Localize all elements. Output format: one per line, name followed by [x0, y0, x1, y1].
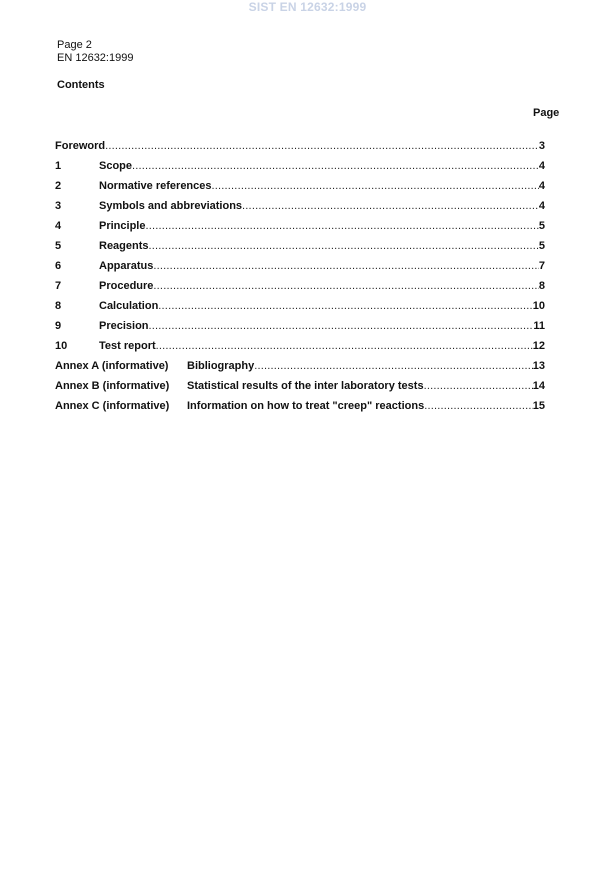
- toc-title: Statistical results of the inter laboratory tests: [187, 380, 424, 392]
- toc-title: Normative references: [99, 180, 212, 192]
- toc-entry-calculation[interactable]: [55, 300, 545, 320]
- toc-leader: [424, 380, 533, 392]
- toc-entry-precision[interactable]: [55, 320, 545, 340]
- toc-page: 4: [538, 160, 545, 172]
- toc-page: 15: [532, 400, 545, 412]
- toc-number: 6: [55, 260, 62, 272]
- toc-number: 4: [55, 220, 62, 232]
- toc-page: 14: [532, 380, 545, 392]
- toc-leader: [254, 360, 533, 372]
- toc-page: 4: [538, 180, 545, 192]
- page-column-label: Page: [533, 107, 560, 119]
- toc-title: Principle: [99, 220, 146, 232]
- toc-title: Scope: [99, 160, 133, 172]
- toc-title: Foreword: [55, 140, 106, 152]
- toc-entry-principle[interactable]: [55, 220, 545, 240]
- toc-leader: [424, 400, 533, 412]
- toc-page: 5: [538, 240, 545, 252]
- toc-page: 7: [538, 260, 545, 272]
- toc-annex-label: Annex A (informative): [55, 360, 169, 372]
- toc-number: 3: [55, 200, 62, 212]
- toc-entry-foreword[interactable]: [55, 140, 545, 160]
- toc-number: 2: [55, 180, 62, 192]
- toc-page: 12: [532, 340, 545, 352]
- toc-title: Symbols and abbreviations: [99, 200, 243, 212]
- toc-number: 7: [55, 280, 62, 292]
- toc-number: 10: [55, 340, 68, 352]
- toc-annex-label: Annex B (informative): [55, 380, 170, 392]
- table-of-contents: [55, 140, 545, 420]
- toc-title: Procedure: [99, 280, 154, 292]
- toc-entry-apparatus[interactable]: [55, 260, 545, 280]
- toc-page: 5: [538, 220, 545, 232]
- toc-title: Precision: [99, 320, 149, 332]
- toc-entry-normative-references[interactable]: [55, 180, 545, 200]
- page-header: [57, 39, 133, 65]
- toc-leader: [158, 300, 532, 312]
- toc-entry-annex-b[interactable]: [55, 380, 545, 400]
- toc-title: Test report: [99, 340, 156, 352]
- toc-entry-reagents[interactable]: [55, 240, 545, 260]
- toc-leader: [105, 140, 539, 152]
- toc-title: Bibliography: [187, 360, 255, 372]
- toc-page: 13: [532, 360, 545, 372]
- toc-title: Apparatus: [99, 260, 154, 272]
- toc-leader: [149, 320, 534, 332]
- toc-number: 8: [55, 300, 62, 312]
- toc-page: 3: [538, 140, 545, 152]
- toc-number: 5: [55, 240, 62, 252]
- toc-entry-procedure[interactable]: [55, 280, 545, 300]
- toc-entry-annex-c[interactable]: [55, 400, 545, 420]
- toc-title: Reagents: [99, 240, 149, 252]
- toc-entry-scope[interactable]: [55, 160, 545, 180]
- toc-leader: [212, 180, 539, 192]
- page-number: Page 2: [57, 39, 92, 51]
- toc-title: Information on how to treat "creep" reactions: [187, 400, 425, 412]
- toc-leader: [156, 340, 533, 352]
- toc-entry-symbols[interactable]: [55, 200, 545, 220]
- watermark: SIST EN 12632:1999: [248, 0, 367, 14]
- contents-heading: Contents: [57, 79, 105, 91]
- toc-page: 11: [533, 320, 545, 332]
- toc-leader: [132, 160, 539, 172]
- toc-page: 8: [538, 280, 545, 292]
- standard-id: EN 12632:1999: [57, 52, 134, 64]
- toc-page: 10: [532, 300, 545, 312]
- toc-annex-label: Annex C (informative): [55, 400, 170, 412]
- toc-page: 4: [538, 200, 545, 212]
- toc-leader: [153, 260, 538, 272]
- toc-leader: [145, 220, 538, 232]
- toc-number: 1: [55, 160, 62, 172]
- toc-leader: [149, 240, 539, 252]
- toc-title: Calculation: [99, 300, 159, 312]
- toc-leader: [242, 200, 539, 212]
- toc-entry-annex-a[interactable]: [55, 360, 545, 380]
- toc-number: 9: [55, 320, 62, 332]
- toc-entry-test-report[interactable]: [55, 340, 545, 360]
- toc-leader: [153, 280, 538, 292]
